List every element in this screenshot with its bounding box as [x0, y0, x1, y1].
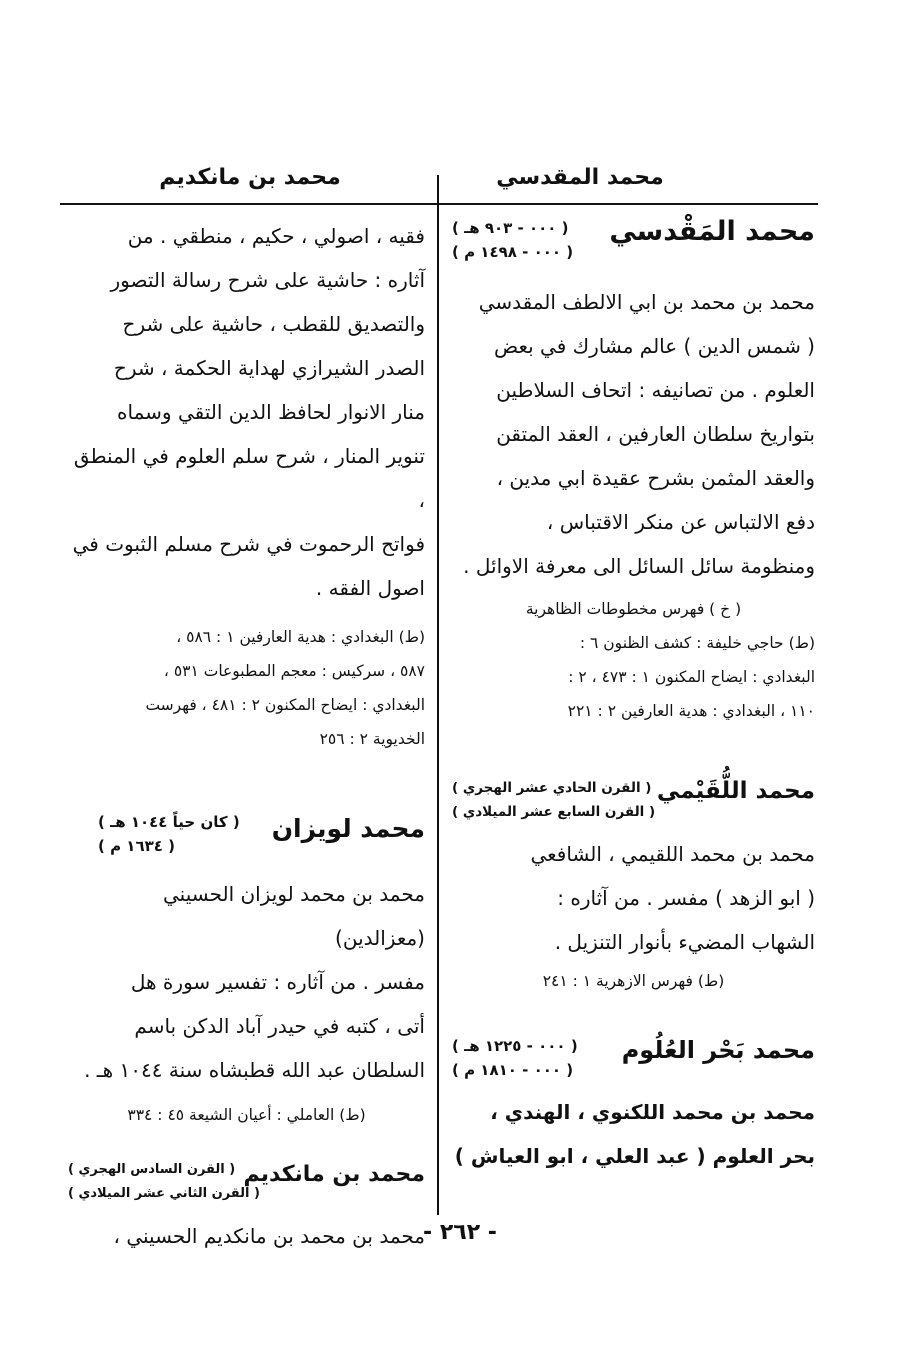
date-gregorian: ( ٠٠٠ - ١٤٩٨ م ) — [452, 243, 574, 261]
reference-line: ١١٠ ، البغدادي : هدية العارفين ٢ : ٢٢١ — [567, 702, 815, 720]
body-line: محمد بن محمد بن ابي الالطف المقدسي — [478, 290, 815, 314]
body-line: اصول الفقه . — [315, 576, 425, 600]
entry-body — [452, 832, 815, 964]
entry-references — [68, 620, 425, 756]
entry-name: محمد المَقْدسي — [609, 216, 815, 247]
reference-line: (ط) البغدادي : هدية العارفين ١ : ٥٨٦ ، — [176, 628, 425, 646]
body-line: والعقد المثمن بشرح عقيدة ابي مدين ، — [496, 466, 815, 490]
left-column-header: محمد بن مانكديم — [159, 165, 341, 190]
entry-body — [68, 872, 425, 1092]
reference-line: البغدادي : ايضاح المكنون ٢ : ٤٨١ ، فهرست — [145, 696, 425, 714]
date-hijri: ( ٠٠٠ - ٩٠٣ هـ ) — [452, 219, 569, 237]
date-gregorian: ( ٠٠٠ - ١٨١٠ م ) — [452, 1061, 574, 1079]
entry-header-mankdim — [68, 1156, 425, 1208]
body-line: محمد بن محمد لويزان الحسيني (معزالدين) — [162, 882, 425, 950]
entry-name: محمد اللُّقَيْمي — [656, 778, 815, 804]
entry-dates — [452, 216, 573, 264]
entry-name: محمد بن مانكديم — [243, 1162, 425, 1187]
entry-dates — [98, 810, 240, 858]
date-hijri: ( كان حياً ١٠٤٤ هـ ) — [98, 813, 240, 831]
entry-header-luqaymi — [452, 772, 815, 828]
reference-line: ( خ ) فهرس مخطوطات الظاهرية — [525, 600, 742, 618]
body-line: فقيه ، اصولي ، حكيم ، منطقي . من — [127, 224, 425, 248]
date-gregorian: ( القرن الثاني عشر الميلادي ) — [68, 1186, 260, 1201]
right-column — [452, 210, 815, 1178]
body-line: بتواريخ سلطان العارفين ، العقد المتقن — [496, 422, 815, 446]
date-gregorian: ( القرن السابع عشر الميلادي ) — [452, 804, 656, 820]
entry-name: محمد لويزان — [271, 814, 425, 843]
body-line: ( ابو الزهد ) مفسر . من آثاره : — [557, 886, 815, 910]
body-line: محمد بن محمد اللقيمي ، الشافعي — [530, 842, 815, 866]
body-line: الشهاب المضيء بأنوار التنزيل . — [554, 930, 815, 954]
body-line: ومنظومة سائل السائل الى معرفة الاوائل . — [463, 554, 815, 578]
left-column — [68, 214, 425, 1258]
body-line: والتصديق للقطب ، حاشية على شرح — [122, 312, 425, 336]
date-gregorian: ( ١٦٣٤ م ) — [98, 837, 175, 855]
column-divider — [437, 175, 439, 1215]
body-line: العلوم . من تصانيفه : اتحاف السلاطين — [496, 378, 815, 402]
entry-header-luwayzan — [68, 808, 425, 866]
entry-dates — [68, 1158, 260, 1206]
body-line: منار الانوار لحافظ الدين التقي وسماه — [117, 400, 425, 424]
entry-header-maqdisi — [452, 210, 815, 274]
date-hijri: ( القرن السادس الهجري ) — [68, 1162, 236, 1177]
body-line: ( شمس الدين ) عالم مشارك في بعض — [493, 334, 815, 358]
body-line: محمد بن محمد بن مانكديم الحسيني ، — [113, 1224, 425, 1248]
date-hijri: ( القرن الحادي عشر الهجري ) — [452, 780, 652, 796]
entry-dates — [452, 1034, 578, 1082]
reference-line: (ط) فهرس الازهرية ١ : ٢٤١ — [542, 972, 725, 990]
body-line: مفسر . من آثاره : تفسير سورة هل — [130, 970, 425, 994]
entry-references — [452, 964, 815, 998]
body-line: السلطان عبد الله قطبشاه سنة ١٠٤٤ هـ . — [84, 1058, 425, 1082]
reference-line: (ط) حاجي خليفة : كشف الظنون ٦ : — [579, 634, 815, 652]
right-column-header: محمد المقدسي — [496, 165, 664, 190]
body-line: فواتح الرحموت في شرح مسلم الثبوت في — [72, 532, 425, 556]
reference-line: الخديوية ٢ : ٢٥٦ — [319, 730, 425, 748]
entry-body-continued — [68, 214, 425, 610]
entry-body — [452, 1090, 815, 1178]
entry-references — [452, 592, 815, 728]
body-line: دفع الالتباس عن منكر الاقتباس ، — [546, 510, 815, 534]
body-line: تنوير المنار ، شرح سلم العلوم في المنطق ، — [73, 444, 425, 512]
entry-header-bahr-al-ulum — [452, 1030, 815, 1086]
date-hijri: ( ٠٠٠ - ١٢٢٥ هـ ) — [452, 1037, 578, 1055]
entry-dates — [452, 776, 655, 824]
reference-line: (ط) العاملي : أعيان الشيعة ٤٥ : ٣٣٤ — [127, 1106, 366, 1124]
header-rule — [60, 203, 818, 205]
reference-line: البغدادي : ايضاح المكنون ١ : ٤٧٣ ، ٢ : — [568, 668, 815, 686]
body-line: محمد بن محمد اللكنوي ، الهندي ، — [490, 1100, 815, 1124]
entry-name: محمد بَحْر العُلُوم — [621, 1036, 815, 1064]
entry-body — [452, 280, 815, 588]
body-line: آثاره : حاشية على شرح رسالة التصور — [110, 268, 425, 292]
body-line: أتى ، كتبه في حيدر آباد الدكن باسم — [134, 1014, 425, 1038]
body-line: الصدر الشيرازي لهداية الحكمة ، شرح — [113, 356, 425, 380]
page-number: - ٢٦٢ - — [423, 1220, 497, 1245]
reference-line: ٥٨٧ ، سركيس : معجم المطبوعات ٥٣١ ، — [163, 662, 425, 680]
body-line: بحر العلوم ( عبد العلي ، ابو العياش ) — [454, 1144, 815, 1168]
entry-references — [68, 1098, 425, 1132]
